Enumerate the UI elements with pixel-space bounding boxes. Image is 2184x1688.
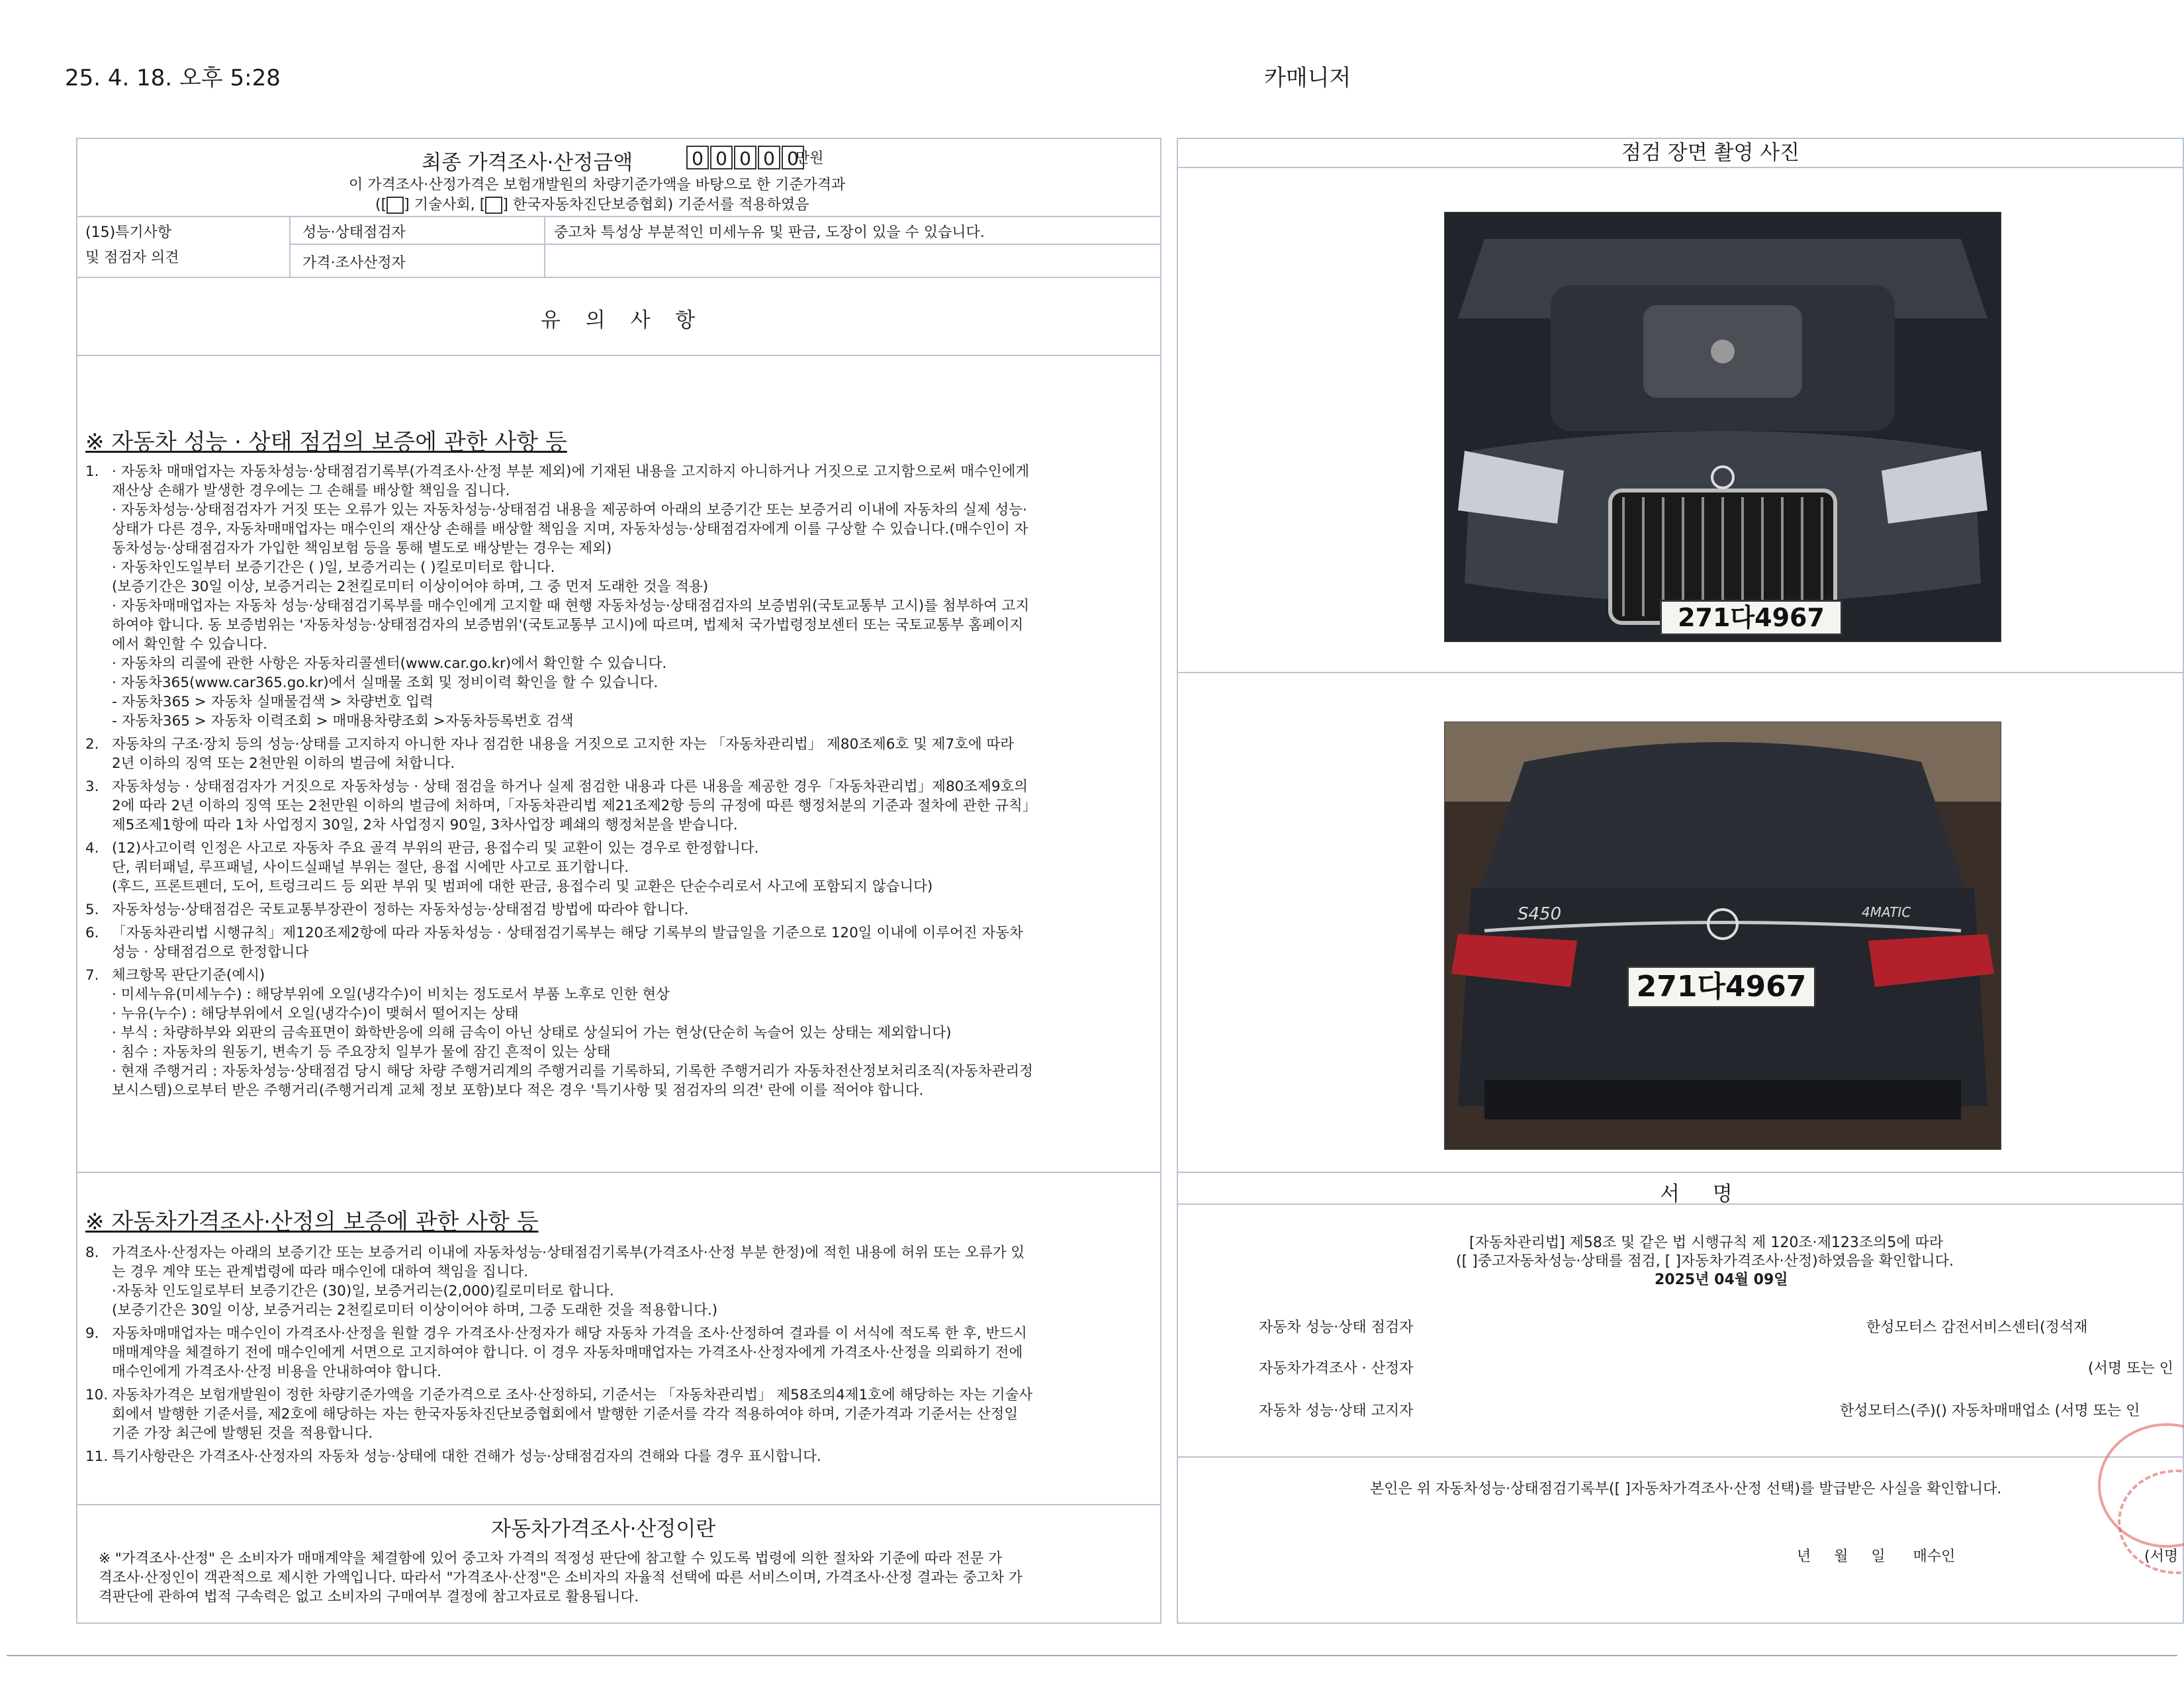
- notice-line: 에서 확인할 수 있습니다.: [112, 636, 268, 653]
- price-digit-box: 0: [734, 146, 756, 169]
- inspector-sign-label: 자동차 성능·상태 점검자: [1259, 1319, 1414, 1336]
- notice-item-number: 11.: [85, 1448, 109, 1465]
- model-badge: S450: [1518, 904, 1562, 924]
- photos-title: 점검 장면 촬영 사진: [1621, 141, 1800, 165]
- notice-item: [85, 1385, 1152, 1443]
- appraiser-sign-label: 자동차가격조사 · 산정자: [1259, 1360, 1414, 1377]
- notice-item-number: 7.: [85, 967, 99, 984]
- notice-item-number: 8.: [85, 1244, 99, 1261]
- price-digit-boxes: [686, 146, 805, 169]
- notice-item-number: 3.: [85, 778, 99, 795]
- special-label-2: 및 점검자 의견: [85, 250, 179, 266]
- notice-line: 성능 · 상태점검으로 한정합니다: [112, 944, 309, 961]
- notice-item: [85, 966, 1152, 1100]
- notice-line: · 부식 : 차량하부와 외판의 금속표면이 화학반응에 의해 금속이 아닌 상태로 상실되어 가는 현상(단순히 녹슬어 있는 상태는 제외합니다): [112, 1025, 952, 1041]
- price-digit-box: 0: [710, 146, 733, 169]
- notice-item: [85, 1243, 1152, 1320]
- section2-title: ※ 자동차가격조사·산정의 보증에 관한 사항 등: [85, 1209, 539, 1235]
- notice-item: [85, 923, 1152, 962]
- notice-line: · 자동차의 리콜에 관한 사항은 자동차리콜센터(www.car.go.kr)에서 확인할 수 있습니다.: [112, 655, 667, 672]
- rear-license-plate: 271다4967: [1627, 966, 1816, 1008]
- price-digit-box: 0: [758, 146, 780, 169]
- notice-line: 재산상 손해가 발생한 경우에는 그 손해를 배상할 책임을 집니다.: [112, 483, 510, 499]
- price-digit-box: 0: [782, 146, 804, 169]
- checkbox-diagnosis-association[interactable]: [485, 197, 502, 214]
- notice-line: 「자동차관리법 시행규칙」제120조제2항에 따라 자동차성능 · 상태점검기록부는 해당 기록부의 발급일을 기준으로 120일 이내에 이루어진 자동차: [112, 925, 1023, 941]
- appraiser-label: 가격·조사산정자: [302, 255, 406, 271]
- left-panel: [76, 138, 1161, 1624]
- notice-item: [85, 900, 1152, 919]
- rear-photo: [1444, 722, 2001, 1150]
- notice-line: 하여야 합니다. 동 보증범위는 '자동차성능·상태점검자의 보증범위'(국토교통부 고시)에 따르며, 법제처 국가법령정보센터 또는 국토교통부 홈페이지: [112, 617, 1024, 633]
- front-license-plate: 271다4967: [1660, 600, 1843, 635]
- front-photo: [1444, 212, 2001, 642]
- notice-line: · 자동차365(www.car365.go.kr)에서 실매물 조회 및 정비이력 확인을 할 수 있습니다.: [112, 675, 659, 691]
- right-panel: [1177, 138, 2184, 1624]
- notice-item: [85, 1324, 1152, 1382]
- print-datetime: 25. 4. 18. 오후 5:28: [65, 65, 281, 91]
- notice-line: 자동차성능·상태점검은 국토교통부장관이 정하는 자동차성능·상태점검 방법에 따라야 합니다.: [112, 902, 689, 918]
- notice-line: 매매계약을 체결하기 전에 매수인에게 서면으로 고지하여야 합니다. 이 경우 자동차매매업자는 가격조사·산정자에게 가격조사·산정을 의뢰하기 전에: [112, 1344, 1023, 1361]
- law-line2: ([ ]중고자동차성능·상태를 점검, [ ]자동차가격조사·산정)하였음을 확인합니다.: [1456, 1253, 1954, 1270]
- notice-line: - 자동차365 > 자동차 이력조회 > 매매용차량조회 >자동차등록번호 검색: [112, 713, 574, 729]
- notifier-sign-value: 한성모터스(주)() 자동차매매업소 (서명 또는 인: [1840, 1403, 2140, 1419]
- drive-badge: 4MATIC: [1862, 904, 1911, 920]
- law-line1: [자동차관리법] 제58조 및 같은 법 시행규칙 제 120조·제123조의5에 따라: [1469, 1235, 1944, 1251]
- notice-line: 2에 따라 2년 이하의 징역 또는 2천만원 이하의 벌금에 처하며,「자동차관리법 제21조제2항 등의 규정에 따른 행정처분의 기준과 절차에 관한 규칙」: [112, 798, 1037, 814]
- buyer-date-labels: 년 월 일 매수인: [1797, 1548, 1956, 1565]
- section2-list: [85, 1243, 1152, 1466]
- notice-line: · 침수 : 자동차의 원동기, 변속기 등 주요장치 일부가 물에 잠긴 흔적이 있는 상태: [112, 1044, 611, 1060]
- notice-line: 제5조제1항에 따라 1차 사업정지 30일, 2차 사업정지 90일, 3차사업장 폐쇄의 행정처분을 받습니다.: [112, 817, 738, 833]
- notice-line: 회에서 발행한 기준서를, 제2호에 해당하는 자는 한국자동차진단보증협회에서 발행한 기준서를 각각 적용하여야 하며, 기준가격과 기준서는 산정일: [112, 1406, 1019, 1423]
- notice-line: 는 경우 계약 또는 관계법령에 따라 매수인에 대하여 책임을 집니다.: [112, 1264, 529, 1280]
- definition-title: 자동차가격조사·산정이란: [491, 1517, 716, 1541]
- inspector-label: 성능·상태점검자: [302, 224, 406, 241]
- definition-line: ※ "가격조사·산정" 은 소비자가 매매계약을 체결함에 있어 중고차 가격의 적정성 판단에 참고할 수 있도록 법령에 의한 절차와 기준에 따라 전문 가: [99, 1550, 1003, 1567]
- notice-line: (12)사고이력 인정은 사고로 자동차 주요 골격 부위의 판금, 용접수리 및 교환이 있는 경우로 한정합니다.: [112, 840, 759, 857]
- notice-line: (후드, 프론트펜더, 도어, 트렁크리드 등 외판 부위 및 범퍼에 대한 판금, 용접수리 및 교환은 단순수리로서 사고에 포함되지 않습니다): [112, 878, 933, 895]
- notice-line: · 미세누유(미세누수) : 해당부위에 오일(냉각수)이 비치는 정도로서 부품 노후로 인한 현상: [112, 986, 670, 1003]
- notice-item: [85, 462, 1152, 731]
- price-digit-box: 0: [686, 146, 709, 169]
- notice-item-number: 6.: [85, 925, 99, 941]
- section1-title: ※ 자동차 성능 · 상태 점검의 보증에 관한 사항 등: [85, 429, 567, 455]
- notifier-sign-label: 자동차 성능·상태 고지자: [1259, 1403, 1414, 1419]
- buyer-sign-label: (서명: [2144, 1548, 2179, 1565]
- notice-line: · 자동차인도일부터 보증기간은 ( )일, 보증거리는 ( )킬로미터로 합니다.: [112, 559, 555, 576]
- buyer-confirm-text: 본인은 위 자동차성능·상태점검기록부([ ]자동차가격조사·산정 선택)를 발급받은 사실을 확인합니다.: [1370, 1481, 2002, 1497]
- notice-item-number: 1.: [85, 463, 99, 480]
- notice-line: 자동차가격은 보험개발원이 정한 차량기준가액을 기준가격으로 조사·산정하되, 기준서는 「자동차관리법」 제58조의4제1호에 해당하는 자는 기술사: [112, 1387, 1033, 1403]
- notice-line: (보증기간은 30일 이상, 보증거리는 2천킬로미터 이상이어야 하며, 그 중 먼저 도래한 것을 적용): [112, 579, 709, 595]
- notice-line: 보시스템)으로부터 받은 주행거리(주행거리계 교체 정보 포함)보다 적은 경우 '특기사항 및 점검자의 의견' 란에 이를 적어야 합니다.: [112, 1082, 924, 1099]
- signature-title: 서 명: [1660, 1182, 1746, 1206]
- notice-line: · 자동차성능·상태점검자가 거짓 또는 오류가 있는 자동차성능·상태점검 내용을 제공하여 아래의 보증기간 또는 보증거리 이내에 자동차의 실제 성능·: [112, 502, 1027, 518]
- notice-line: · 자동차 매매업자는 자동차성능·상태점검기록부(가격조사·산정 부분 제외)에 기재된 내용을 고지하지 아니하거나 거짓으로 고지함으로써 매수인에게: [112, 463, 1030, 480]
- notice-line: 2년 이하의 징역 또는 2천만원 이하의 벌금에 처합니다.: [112, 755, 455, 772]
- notice-item-number: 2.: [85, 736, 99, 753]
- notice-line: (보증기간은 30일 이상, 보증거리는 2천킬로미터 이상이어야 하며, 그중 도래한 것을 적용합니다.): [112, 1302, 718, 1319]
- notice-line: 자동차의 구조·장치 등의 성능·상태를 고지하지 아니한 자나 점검한 내용을 거짓으로 고지한 자는 「자동차관리법」 제80조제6호 및 제7호에 따라: [112, 736, 1015, 753]
- definition-line: 격판단에 관하여 법적 구속력은 없고 소비자의 구매여부 결정에 참고자료로 활용됩니다.: [99, 1589, 639, 1605]
- notice-item: [85, 1447, 1152, 1466]
- notice-line: 단, 쿼터패널, 루프패널, 사이드실패널 부위는 절단, 용접 시에만 사고로 표기합니다.: [112, 859, 629, 876]
- notice-line: 기준 가장 최근에 발행된 것을 적용합니다.: [112, 1425, 373, 1442]
- notice-line: - 자동차365 > 자동차 실매물검색 > 차량번호 입력: [112, 694, 433, 710]
- appraiser-sign-value: (서명 또는 인: [2088, 1360, 2173, 1377]
- notice-line: 자동차매매업자는 매수인이 가격조사·산정을 원할 경우 가격조사·산정자가 해당 자동차 가격을 조사·산정하여 결과를 이 서식에 적도록 한 후, 반드시: [112, 1325, 1027, 1342]
- price-title: 최종 가격조사·산정금액: [422, 151, 633, 175]
- notice-line: 자동차성능 · 상태점검자가 거짓으로 자동차성능 · 상태 점검을 하거나 실제 점검한 내용과 다른 내용을 제공한 경우「자동차관리법」제80조제9호의: [112, 778, 1028, 795]
- inspector-opinion: 중고차 특성상 부분적인 미세누유 및 판금, 도장이 있을 수 있습니다.: [554, 224, 985, 241]
- sign-date: 2025년 04월 09일: [1655, 1272, 1788, 1288]
- notice-line: · 누유(누수) : 해당부위에서 오일(냉각수)이 맺혀서 떨어지는 상태: [112, 1006, 519, 1022]
- notice-item-number: 5.: [85, 902, 99, 918]
- notice-line: 매수인에게 가격조사·산정 비용을 안내하여야 합니다.: [112, 1364, 441, 1380]
- notice-line: 가격조사·산정자는 아래의 보증기간 또는 보증거리 이내에 자동차성능·상태점검기록부(가격조사·산정 부분 한정)에 적힌 내용에 허위 또는 오류가 있: [112, 1244, 1025, 1261]
- notice-line: 체크항목 판단기준(예시): [112, 967, 265, 984]
- notice-line: 동차성능·상태점검자가 가입한 책임보험 등을 통해 별도로 배상받는 경우는 제외): [112, 540, 612, 557]
- notice-item-number: 9.: [85, 1325, 99, 1342]
- notice-item-number: 10.: [85, 1387, 109, 1403]
- price-basis-line2: ([ ] 기술사회, [ ] 한국자동차진단보증협회) 기준서를 적용하였음: [375, 197, 809, 213]
- notes-title: 유 의 사 항: [541, 308, 705, 332]
- definition-text: [85, 1549, 1152, 1607]
- notice-item: [85, 777, 1152, 835]
- section1-list: [85, 462, 1152, 1100]
- inspector-sign-value: 한성모터스 감전서비스센터(정석재: [1866, 1319, 2088, 1336]
- special-label: (15)특기사항: [85, 224, 172, 241]
- notice-line: 특기사항란은 가격조사·산정자의 자동차 성능·상태에 대한 견해가 성능·상태점검자의 견해와 다를 경우 표시합니다.: [112, 1448, 821, 1465]
- notice-item-number: 4.: [85, 840, 99, 857]
- notice-item: [85, 839, 1152, 896]
- notice-line: · 자동차매매업자는 자동차 성능·상태점검기록부를 매수인에게 고지할 때 현행 자동차성능·상태점검자의 보증범위(국토교통부 고시)를 첨부하여 고지: [112, 598, 1030, 614]
- price-basis-line1: 이 가격조사·산정가격은 보험개발원의 차량기준가액을 바탕으로 한 기준가격과: [349, 177, 846, 193]
- definition-line: 격조사·산정인이 객관적으로 제시한 가액입니다. 따라서 "가격조사·산정"은 소비자의 자율적 선택에 따른 서비스이며, 가격조사·산정 결과는 중고차 가: [99, 1570, 1023, 1586]
- checkbox-technical-society[interactable]: [387, 197, 404, 214]
- notice-line: 상태가 다른 경우, 자동차매매업자는 매수인의 재산상 손해를 배상할 책임을 지며, 자동차성능·상태점검자에게 이를 구상할 수 있습니다.(매수인이 자: [112, 521, 1028, 538]
- price-unit: 만원: [796, 150, 824, 167]
- site-title: 카매니저: [1264, 65, 1351, 91]
- notice-item: [85, 735, 1152, 773]
- notice-line: ·자동차 인도일로부터 보증기간은 (30)일, 보증거리는(2,000)킬로미터로 합니다.: [112, 1283, 614, 1299]
- page-bottom-rule: [7, 1655, 2177, 1656]
- notice-line: · 현재 주행거리 : 자동차성능·상태점검 당시 해당 차량 주행거리계의 주행거리를 기록하되, 기록한 주행거리가 자동차전산정보처리조직(자동차관리정: [112, 1063, 1033, 1080]
